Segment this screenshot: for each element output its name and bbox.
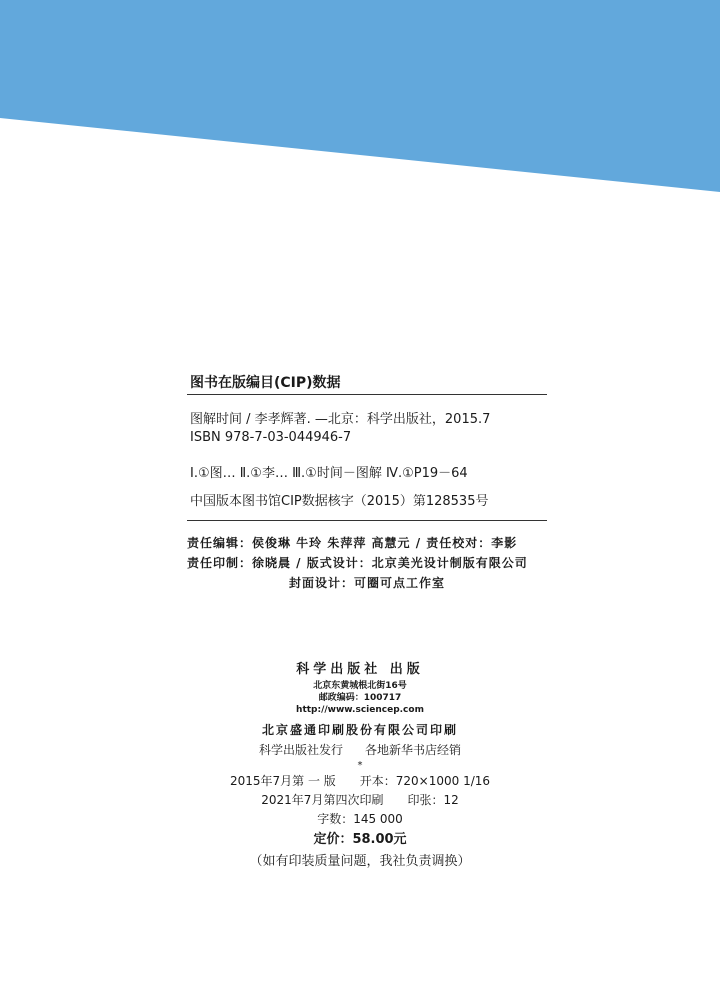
credits-block [187,533,547,593]
printing-row [180,791,540,810]
credits-editors: 责任编辑：侯俊琳 牛玲 朱萍萍 高慧元 / 责任校对：李影 [187,536,518,550]
distributor: 科学出版社发行 [258,743,343,757]
cip-isbn: ISBN 978-7-03-044946-7 [190,430,352,445]
cip-classification: Ⅰ.①图… Ⅱ.①李… Ⅲ.①时间－图解 Ⅳ.①P19－64 [190,466,468,481]
printer-line: 北京盛通印刷股份有限公司印刷 [261,723,458,737]
cip-block [187,372,547,521]
cover-banner [0,0,720,200]
cip-title-line: 图解时间 / 李孝辉著. —北京：科学出版社，2015.7 [190,412,491,427]
sheets: 印张：12 [407,793,459,807]
quality-notice: （如有印装质量问题，我社负责调换） [249,854,471,869]
distribution-line [180,740,540,760]
edition-row [180,772,540,791]
separator-star: * [357,760,363,771]
cip-heading: 图书在版编目(CIP)数据 [190,375,341,391]
format: 开本：720×1000 1/16 [359,774,491,788]
banner-shape [0,0,720,192]
publisher-line: 科学出版社 出版 [296,662,424,677]
colophon [180,660,540,873]
sellers: 各地新华书店经销 [365,743,462,757]
cip-data-number: 中国版本图书馆CIP数据核字（2015）第128535号 [190,494,489,509]
price: 定价：58.00元 [313,832,407,847]
credits-cover-design: 封面设计：可圈可点工作室 [288,576,445,590]
publisher-website: http://www.sciencep.com [296,705,424,715]
printing: 2021年7月第四次印刷 [261,793,384,807]
credits-production: 责任印制：徐晓晨 / 版式设计：北京美光设计制版有限公司 [187,556,528,570]
wordcount: 字数：145 000 [317,812,403,826]
publisher-postcode: 邮政编码：100717 [318,693,402,703]
cip-bottom-rule [187,520,547,521]
edition: 2015年7月第 一 版 [229,774,336,788]
publisher-address: 北京东黄城根北街16号 [313,681,407,691]
